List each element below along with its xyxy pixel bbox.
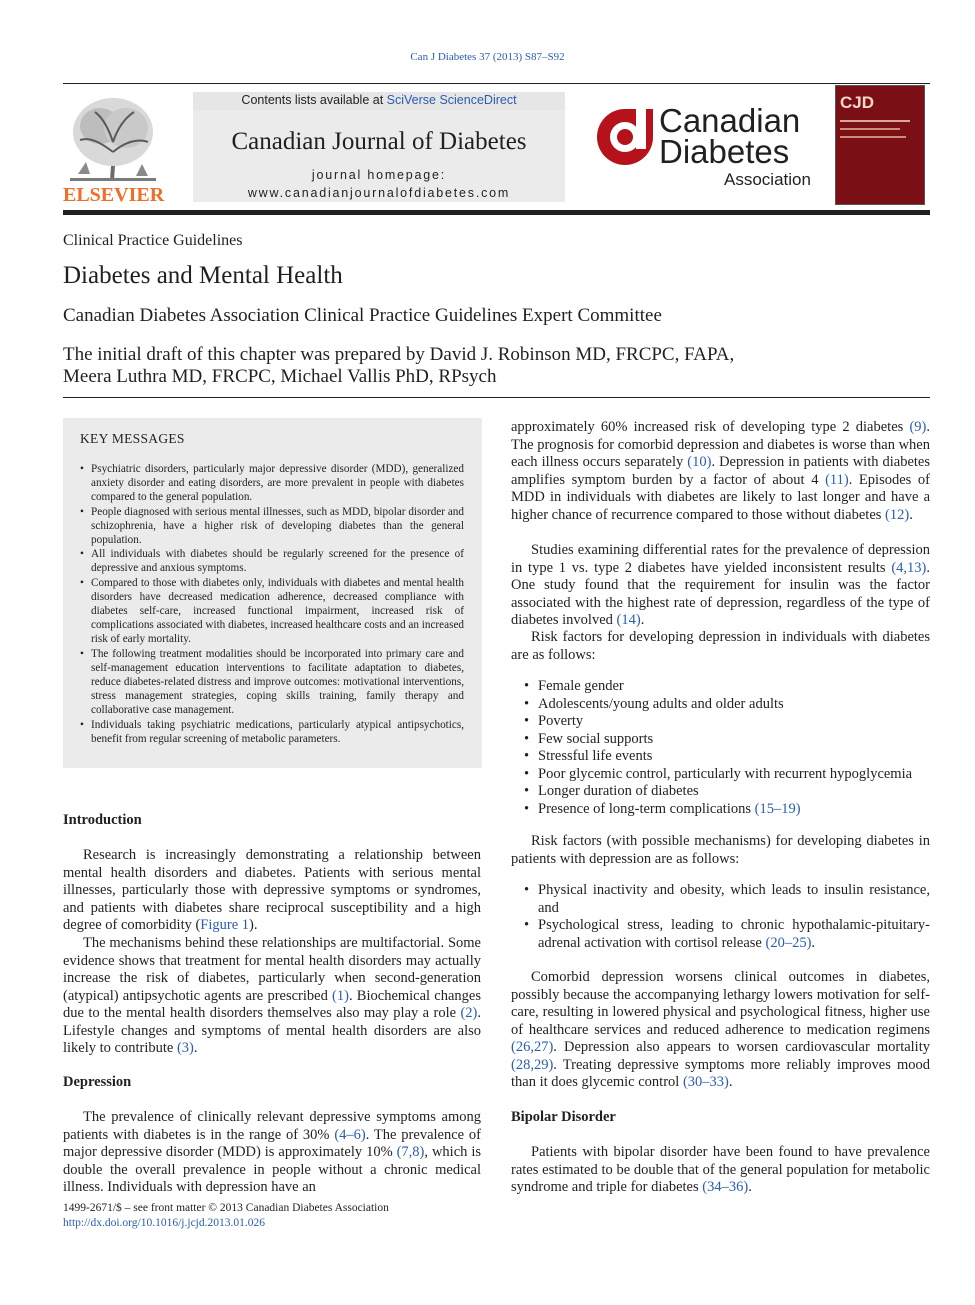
depression-risk-factor-list — [511, 678, 930, 818]
reference-link[interactable]: (30–33) — [682, 1074, 729, 1090]
cda-name-line3: Association — [724, 170, 811, 189]
cover-rule — [840, 136, 906, 138]
depression-risk-intro: Risk factors for developing depression in individuals with diabetes are as follows: — [511, 629, 930, 663]
risk-factor-item: • Stressful life events — [511, 748, 930, 766]
reference-link[interactable]: (34–36) — [702, 1179, 749, 1195]
top-divider — [63, 83, 930, 84]
header-thick-divider — [63, 210, 930, 215]
reference-link[interactable]: (28,29) — [511, 1056, 554, 1073]
text: . The prognosis for comorbid depression and diabetes is worse than when each illness occurs separately — [511, 419, 930, 470]
risk-factor-item — [511, 801, 930, 819]
text: . — [640, 612, 645, 628]
text: . — [748, 1179, 752, 1195]
text: Presence of long-term complications — [538, 800, 755, 817]
text: approximately 60% increased risk of developing type 2 diabetes — [511, 419, 910, 435]
bipolar-paragraph-1 — [511, 1144, 930, 1197]
reference-link[interactable]: (4,13) — [891, 559, 927, 576]
depression-outcomes-paragraph — [511, 969, 930, 1092]
authors-line-1: The initial draft of this chapter was prepared by David J. Robinson MD, FRCPC, FAPA, — [63, 344, 735, 365]
homepage-url[interactable]: www.canadianjournalofdiabetes.com — [247, 186, 511, 200]
reference-link[interactable]: (11) — [825, 471, 849, 488]
text: Comorbid depression worsens clinical outcomes in diabetes, possibly because the accompanying lethargy lowers motivation for self-care, resulting in lowered physical and psychological fitness, higher use of healthcare services and reduced adherence to medication regimens — [511, 969, 930, 1038]
text: . Lifestyle changes and symptoms of mental health disorders are also likely to contribute — [63, 1005, 481, 1056]
draft-authors — [63, 344, 823, 388]
text: Psychological stress, leading to chronic hypothalamic-pituitary-adrenal activation with cortisol release — [538, 917, 930, 951]
reference-link[interactable]: (26,27) — [511, 1039, 554, 1055]
key-message-item: • Psychiatric disorders, particularly major depressive disorder (MDD), generalized anxiety disorder and eating disorders, are more prevalent in people with diabetes compared to the general population. — [80, 462, 464, 505]
reference-link[interactable]: (1) — [332, 987, 349, 1004]
reference-link[interactable]: (7,8) — [396, 1144, 425, 1160]
cda-name-line1: Canadian — [659, 102, 801, 139]
text: . — [909, 506, 913, 523]
risk-factor-item: • Poverty — [511, 713, 930, 731]
text: Patients with bipolar disorder have been found to have prevalence rates estimated to be double that of the general population for metabolic syndrome and triple for diabetes — [511, 1144, 930, 1195]
elsevier-wordmark: ELSEVIER — [63, 184, 165, 206]
key-message-item: • The following treatment modalities should be incorporated into primary care and self-management education interventions to facilitate adaptation to diabetes, reduce diabetes-related distress and improve outcomes: motivational interventions, stress management strategies, coping skills training, family therapy and collaborative case management. — [80, 647, 464, 718]
text: . — [193, 1040, 198, 1056]
key-messages-title: KEY MESSAGES — [80, 431, 185, 446]
article-title: Diabetes and Mental Health — [63, 262, 343, 289]
citation-link[interactable]: Can J Diabetes 37 (2013) S87–S92 — [410, 51, 565, 63]
key-message-item: • Individuals taking psychiatric medications, particularly atypical antipsychotics, benefit from regular screening of metabolic parameters. — [80, 718, 464, 746]
intro-paragraph-1 — [63, 847, 481, 935]
cover-rule — [840, 128, 900, 130]
risk-factor-item: • Poor glycemic control, particularly with recurrent hypoglycemia — [511, 766, 930, 784]
cover-rule — [840, 120, 910, 122]
reference-link[interactable]: (20–25) — [765, 934, 812, 951]
mechanism-item — [511, 917, 930, 952]
text: The prevalence of clinically relevant depressive symptoms among patients with diabetes is in the range of 30% — [63, 1109, 481, 1143]
text: . Treating depressive symptoms more reliably improves mood than it does glycemic control — [511, 1056, 930, 1090]
reference-link[interactable]: (14) — [616, 612, 641, 628]
journal-homepage — [193, 166, 565, 202]
journal-title: Canadian Journal of Diabetes — [231, 128, 527, 155]
reference-link[interactable]: (10) — [687, 454, 712, 470]
risk-factor-item: • Female gender — [511, 678, 930, 696]
text: . Biochemical changes due to the mental health disorders themselves also may play a role — [63, 987, 481, 1021]
text: . — [728, 1074, 733, 1090]
contents-line — [193, 92, 565, 110]
doi-link[interactable]: http://dx.doi.org/10.1016/j.jcjd.2013.01.026 — [63, 1217, 265, 1229]
reference-link[interactable]: (9) — [909, 419, 927, 435]
text: Research is increasingly demonstrating a relationship between mental health disorders and diabetes. Patients with serious mental illnesses, particularly those with depressive symptoms or syndromes, and patients with diabetes share reciprocal susceptibility and a high degree of comorbidity ( — [63, 847, 481, 933]
text: The mechanisms behind these relationships are multifactorial. Some evidence shows that treatment for mental health disorders may actually increase the risk of diabetes, particularly when second-generation (atypical) antipsychotic agents are prescribed — [63, 935, 481, 1004]
text: . Depression also appears to worsen cardiovascular mortality — [553, 1039, 930, 1055]
diabetes-risk-intro: Risk factors (with possible mechanisms) for developing diabetes in patients with depression are as follows: — [511, 833, 930, 867]
reference-link[interactable]: (4–6) — [334, 1126, 366, 1143]
title-divider — [63, 397, 930, 398]
text: . — [811, 934, 816, 951]
depression-paragraph-1-continued — [511, 419, 930, 524]
authors-line-2: Meera Luthra MD, FRCPC, Michael Vallis PhD, RPsych — [63, 366, 497, 387]
cda-logo-icon — [594, 106, 656, 168]
key-message-item: • Compared to those with diabetes only, individuals with diabetes and mental health disorders have decreased medication adherence, decreased compliance with diabetes self-care, increased functional impairment, increased risk of complications associated with diabetes, increased healthcare costs and an increased risk of early mortality. — [80, 576, 464, 647]
sciencedirect-link[interactable]: SciVerse ScienceDirect — [386, 93, 517, 107]
text: . One study found that the requirement for insulin was the factor associated with the highest rate of depression, regardless of the type of diabetes involved — [511, 559, 930, 628]
contents-prefix: Contents lists available at — [241, 93, 387, 107]
key-messages-list — [80, 462, 464, 746]
bipolar-heading: Bipolar Disorder — [511, 1109, 616, 1125]
text: ). — [249, 917, 258, 933]
reference-link[interactable]: (2) — [460, 1005, 478, 1021]
key-message-item: • People diagnosed with serious mental illnesses, such as MDD, bipolar disorder and schizophrenia, have a higher risk of developing diabetes than the general population. — [80, 505, 464, 548]
text: Studies examining differential rates for the prevalence of depression in type 1 vs. type 2 diabetes have yielded inconsistent results — [511, 542, 930, 576]
author-committee: Canadian Diabetes Association Clinical Practice Guidelines Expert Committee — [63, 305, 662, 326]
figure-1-link[interactable]: Figure 1 — [200, 917, 250, 933]
homepage-label: journal homepage: — [311, 168, 447, 182]
cda-name-line2: Diabetes — [659, 133, 790, 170]
issn-copyright: 1499-2671/$ – see front matter © 2013 Canadian Diabetes Association — [63, 1202, 389, 1214]
depression-paragraph-2 — [511, 542, 930, 630]
depression-paragraph-1 — [63, 1109, 481, 1197]
risk-factor-item: • Few social supports — [511, 731, 930, 749]
mechanism-item: • Physical inactivity and obesity, which leads to insulin resistance, and — [511, 882, 930, 917]
text: . Episodes of MDD in individuals with diabetes are likely to last longer and have a higher chance of recurrence compared to those without diabetes — [511, 471, 930, 523]
depression-heading: Depression — [63, 1074, 132, 1090]
text: . The prevalence of major depressive disorder (MDD) is approximately 10% — [63, 1126, 481, 1160]
text: . Depression in patients with diabetes amplifies symptom burden by a factor of about 4 — [511, 454, 930, 488]
risk-factor-item: • Adolescents/young adults and older adults — [511, 696, 930, 714]
key-message-item: • All individuals with diabetes should be regularly screened for the presence of depressive and anxious symptoms. — [80, 547, 464, 575]
risk-factor-item: • Longer duration of diabetes — [511, 783, 930, 801]
section-type: Clinical Practice Guidelines — [63, 232, 243, 249]
cover-title: CJD — [840, 93, 875, 112]
journal-citation — [0, 51, 975, 63]
intro-paragraph-2 — [63, 935, 481, 1058]
diabetes-mechanism-list — [511, 882, 930, 952]
reference-link[interactable]: (12) — [885, 506, 910, 523]
introduction-heading: Introduction — [63, 812, 142, 828]
page-footer — [63, 1201, 389, 1231]
text: , which is double the overall prevalence in people without a chronic medical illness. Individuals with depression have an — [63, 1144, 481, 1195]
reference-link[interactable]: (3) — [176, 1040, 194, 1056]
reference-link[interactable]: (15–19) — [754, 800, 801, 817]
